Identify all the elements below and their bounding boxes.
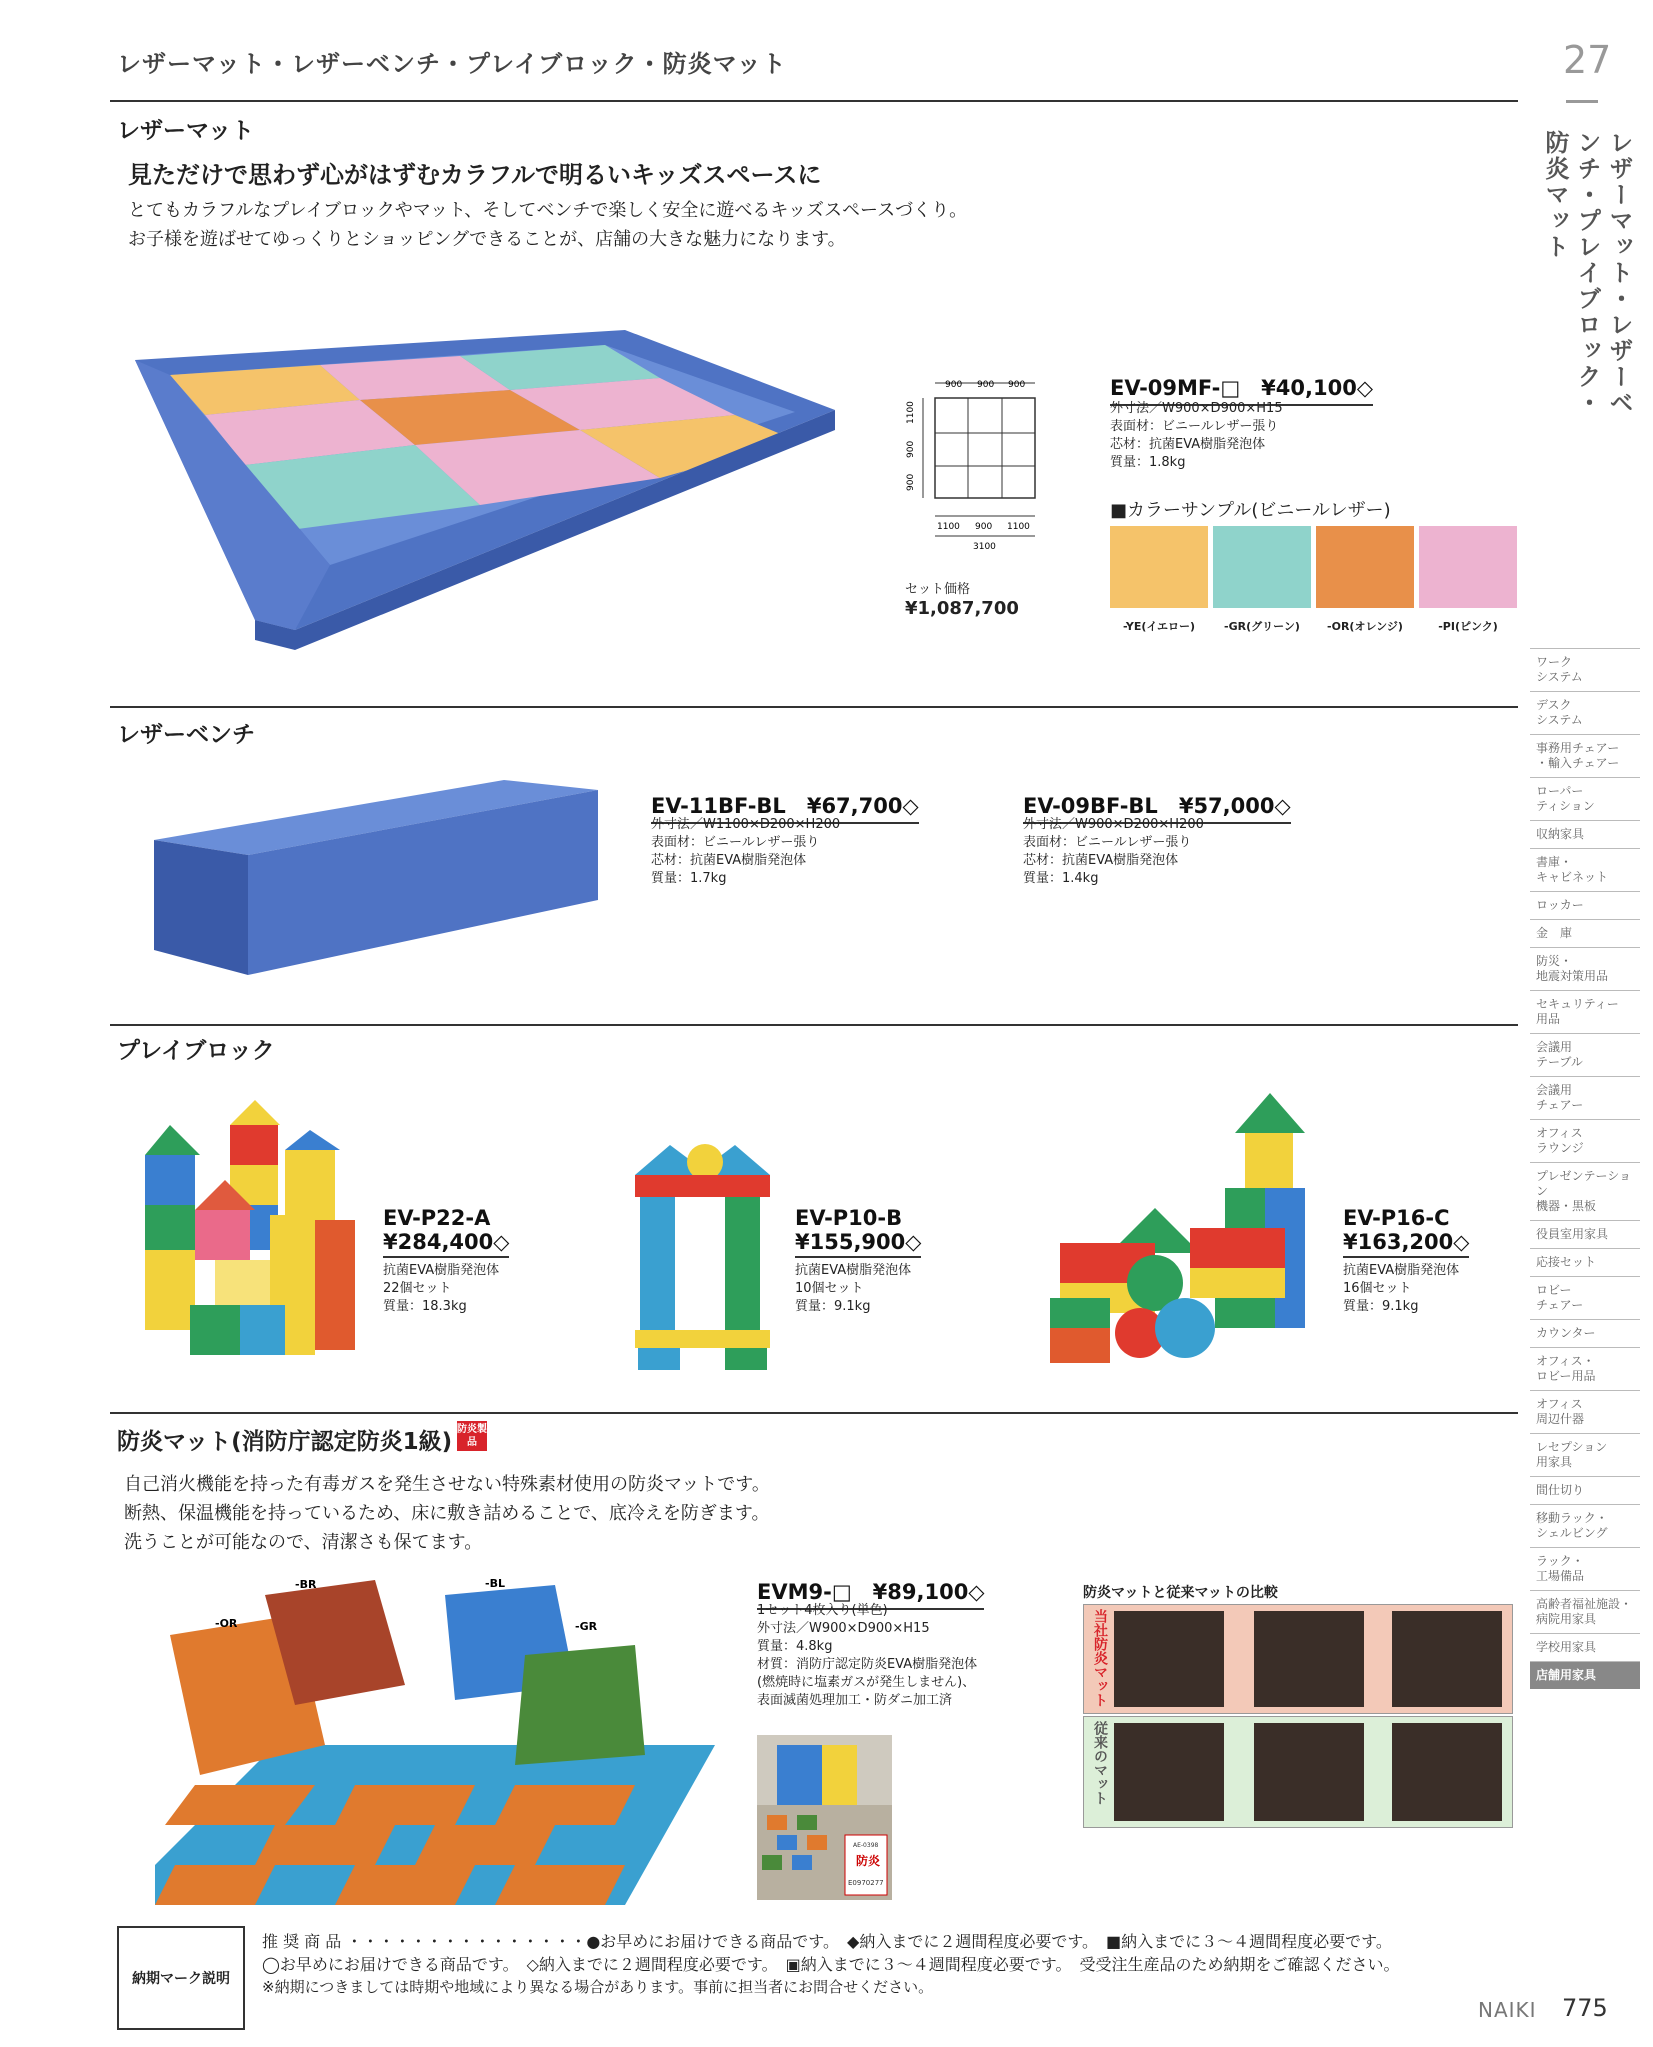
section-rule: [110, 1024, 1518, 1026]
page-number: 775: [1562, 1994, 1608, 2022]
photo: [1254, 1723, 1364, 1821]
mat-layout-diagram: [895, 376, 1055, 566]
photo: [1392, 1723, 1502, 1821]
dim-label: 1100: [906, 401, 916, 424]
dim-label: 1100: [1007, 522, 1030, 532]
sidenav-item[interactable]: 書庫・ キャビネット: [1530, 848, 1640, 891]
sidenav-item[interactable]: オフィス ラウンジ: [1530, 1119, 1640, 1162]
sidenav-item[interactable]: 移動ラック・ シェルビング: [1530, 1504, 1640, 1547]
block-set-c-image: [1040, 1088, 1330, 1368]
sidenav-item[interactable]: オフィス 周辺什器: [1530, 1390, 1640, 1433]
mat-description-line: とてもカラフルなプレイブロックやマット、そしてベンチで楽しく安全に遊べるキッズスペースづくり。: [128, 200, 968, 221]
label-number: E0970277: [848, 1879, 884, 1887]
sidenav-item[interactable]: 金 庫: [1530, 919, 1640, 947]
firemat-room-photo: [757, 1735, 892, 1900]
delivery-legend-line-1: 推 奨 商 品 ・・・・・・・・・・・・・・・●お早めにお届けできる商品です。 ◆納入までに２週間程度必要です。 ■納入までに３～４週間程度必要です。: [262, 1932, 1392, 1951]
bench-specs-1: 外寸法／W1100×D200×H200 表面材：ビニールレザー張り 芯材：抗菌EVA樹脂発泡体 質量：1.7kg: [651, 817, 841, 886]
section-title-bench: レザーベンチ: [117, 722, 255, 748]
sidenav-item[interactable]: デスク システム: [1530, 691, 1640, 734]
section-rule: [110, 1412, 1518, 1414]
photo: [1114, 1723, 1224, 1821]
sidenav-item[interactable]: 学校用家具: [1530, 1633, 1640, 1661]
sidenav-item[interactable]: オフィス・ ロビー用品: [1530, 1347, 1640, 1390]
delivery-note: ※納期につきましては時期や地域により異なる場合があります。事前に担当者にお問合せください。: [262, 1978, 934, 1996]
firemat-description: 自己消火機能を持った有毒ガスを発生させない特殊素材使用の防炎マットです。 断熱、保温機能を持っているため、床に敷き詰めることで、底冷えを防ぎます。 洗うことが可能なので、清潔さも保てます。: [124, 1474, 770, 1553]
sidenav-item[interactable]: ローパー ティション: [1530, 777, 1640, 820]
color-label-bl: -BL: [485, 1577, 505, 1590]
block-specs-c: 抗菌EVA樹脂発泡体 16個セット 質量：9.1kg: [1343, 1263, 1460, 1314]
block-model-b: EV-P10-B ¥155,900◇: [795, 1206, 921, 1258]
sidenav-item[interactable]: ロッカー: [1530, 891, 1640, 919]
label-fire: 防炎: [856, 1854, 881, 1868]
firemat-product-image: [155, 1575, 725, 1905]
sidenav-item[interactable]: 応接セット: [1530, 1248, 1640, 1276]
set-price-label: セット価格: [905, 582, 971, 597]
delivery-legend-line-2: ◯お早めにお届けできる商品です。 ◇納入までに２週間程度必要です。 ▣納入までに３～４週間程度必要です。 受受注生産品のため納期をご確認ください。: [262, 1955, 1400, 1974]
sidenav-item[interactable]: プレゼンテーション 機器・黒板: [1530, 1162, 1640, 1220]
color-label-br: -BR: [295, 1578, 317, 1591]
firemat-specs: 1セット4枚入り(単色) 外寸法／W900×D900×H15 質量：4.8kg 材質：消防庁認定防炎EVA樹脂発泡体 (燃焼時に塩素ガスが発生しません)、 表面滅菌処理加工・防ダニ加工済: [757, 1603, 978, 1708]
photo: [1392, 1611, 1502, 1707]
catalog-side-nav: [1530, 648, 1640, 1689]
dim-total: 3100: [973, 542, 996, 552]
compare-row-fireproof: [1083, 1604, 1513, 1714]
page-header-title: レザーマット・レザーベンチ・プレイブロック・防炎マット: [117, 50, 787, 78]
section-title-firemat: 防炎マット(消防庁認定防炎1級): [117, 1429, 453, 1455]
color-label-or: -OR: [215, 1617, 238, 1630]
photo: [1114, 1611, 1224, 1707]
mat-model: EV-09MF-□ ¥40,100◇: [1110, 372, 1373, 406]
bench-model-2: EV-09BF-BL ¥57,000◇: [1023, 790, 1291, 824]
dim-label: 900: [1008, 380, 1026, 390]
swatch-green: [1213, 526, 1311, 608]
dim-label: 900: [977, 380, 995, 390]
block-model-a: EV-P22-A ¥284,400◇: [383, 1206, 509, 1258]
photo: [1254, 1611, 1364, 1707]
lead-text: 見ただけで思わず心がはずむカラフルで明るいキッズスペースに: [128, 161, 822, 189]
compare-label-fireproof: 当社防炎マット: [1092, 1609, 1108, 1707]
bench-specs-2: 外寸法／W900×D200×H200 表面材：ビニールレザー張り 芯材：抗菌EVA樹脂発泡体 質量：1.4kg: [1023, 817, 1204, 886]
chapter-number: 27: [1563, 38, 1612, 82]
color-label-gr: -GR: [575, 1620, 598, 1633]
block-set-b-image: [630, 1130, 775, 1370]
block-specs-b: 抗菌EVA樹脂発泡体 10個セット 質量：9.1kg: [795, 1263, 912, 1314]
dim-label: 900: [906, 473, 916, 491]
label-code: AE-0398: [853, 1842, 879, 1849]
swatch-pink: [1419, 526, 1517, 608]
section-title-mat: レザーマット: [117, 118, 255, 144]
sidenav-item[interactable]: 事務用チェアー ・輸入チェアー: [1530, 734, 1640, 777]
dim-label: 1100: [937, 522, 960, 532]
sidenav-item[interactable]: ワーク システム: [1530, 648, 1640, 691]
sidenav-item[interactable]: セキュリティー 用品: [1530, 990, 1640, 1033]
sidenav-item[interactable]: 会議用 テーブル: [1530, 1033, 1640, 1076]
bench-product-image: [148, 780, 608, 980]
color-sample-title: ■カラーサンプル(ビニールレザー): [1110, 500, 1391, 521]
set-price: ¥1,087,700: [905, 598, 1019, 619]
compare-label-conventional: 従来のマット: [1092, 1721, 1108, 1805]
mat-description-line: お子様を遊ばせてゆっくりとショッピングできることが、店舗の大きな魅力になります。: [128, 229, 846, 250]
sidenav-item[interactable]: 高齢者福祉施設・ 病院用家具: [1530, 1590, 1640, 1633]
swatch-yellow: [1110, 526, 1208, 608]
section-rule: [110, 706, 1518, 708]
sidenav-item[interactable]: ロビー チェアー: [1530, 1276, 1640, 1319]
sidenav-item[interactable]: 防災・ 地震対策用品: [1530, 947, 1640, 990]
section-title-blocks: プレイブロック: [117, 1038, 275, 1064]
sidenav-item[interactable]: 会議用 チェアー: [1530, 1076, 1640, 1119]
block-set-a-image: [140, 1095, 370, 1365]
sidenav-item[interactable]: 収納家具: [1530, 820, 1640, 848]
fire-badge: 防炎製品: [457, 1421, 487, 1451]
block-specs-a: 抗菌EVA樹脂発泡体 22個セット 質量：18.3kg: [383, 1263, 500, 1314]
sidenav-item[interactable]: 役員室用家具: [1530, 1220, 1640, 1248]
color-swatches: -YE(イエロー) -GR(グリーン) -OR(オレンジ) -PI(ピンク): [1110, 526, 1517, 634]
chapter-dash: [1566, 100, 1598, 103]
sidenav-item[interactable]: レセプション 用家具: [1530, 1433, 1640, 1476]
firemat-model: EVM9-□ ¥89,100◇: [757, 1576, 984, 1610]
block-model-c: EV-P16-C ¥163,200◇: [1343, 1206, 1469, 1258]
section-rule: [110, 100, 1518, 102]
sidenav-item[interactable]: ラック・ 工場備品: [1530, 1547, 1640, 1590]
delivery-legend-title: 納期マーク説明: [117, 1926, 245, 2030]
leather-mat-product-image: [135, 320, 875, 650]
sidenav-item[interactable]: 間仕切り: [1530, 1476, 1640, 1504]
mat-description: [128, 196, 967, 254]
sidenav-item[interactable]: 店舗用家具: [1530, 1661, 1640, 1689]
vertical-chapter-title: レザーマット・レザーベンチ・プレイブロック・防炎マット: [1541, 130, 1633, 416]
sidenav-item[interactable]: カウンター: [1530, 1319, 1640, 1347]
swatch-orange: [1316, 526, 1414, 608]
bench-model-1: EV-11BF-BL ¥67,700◇: [651, 790, 919, 824]
brand-name: NAIKI: [1478, 1998, 1537, 2022]
mat-specs: 外寸法／W900×D900×H15 表面材：ビニールレザー張り 芯材：抗菌EVA樹脂発泡体 質量：1.8kg: [1110, 401, 1283, 470]
dim-label: 900: [945, 380, 963, 390]
dim-label: 900: [975, 522, 993, 532]
compare-title: 防炎マットと従来マットの比較: [1083, 1585, 1278, 1601]
compare-row-conventional: [1083, 1716, 1513, 1828]
dim-label: 900: [906, 440, 916, 458]
